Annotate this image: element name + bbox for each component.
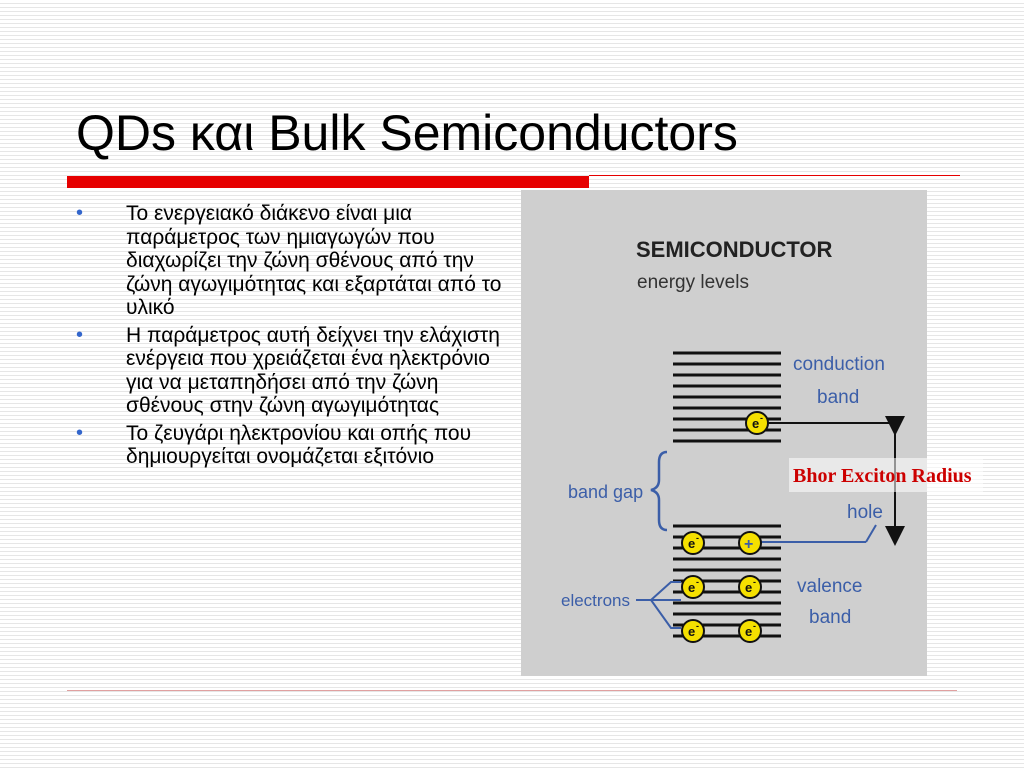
- valence-electron: [682, 576, 704, 598]
- bullet-icon: •: [76, 421, 84, 444]
- figure-subheading: energy levels: [637, 272, 749, 293]
- electron-symbol: e: [688, 624, 696, 639]
- semiconductor-figure: [521, 190, 991, 676]
- hole-particle: [739, 532, 761, 554]
- band-gap-label: band gap: [568, 482, 644, 502]
- bullet-text: Η παράμετρος αυτή δείχνει την ελάχιστη ενέργεια που χρειάζεται ένα ηλεκτρόνιο για να μεταπηδήσει από την ζώνη σθένους στην ζώνη αγωγιμότητας: [126, 323, 500, 417]
- electron-charge: -: [753, 621, 756, 631]
- bhor-exciton-label: Bhor Exciton Radius: [793, 465, 972, 487]
- valence-electron: [739, 620, 761, 642]
- electron-symbol: e: [752, 416, 760, 431]
- band-gap-brace: [651, 452, 667, 530]
- electron-symbol: e: [745, 580, 753, 595]
- valence-electron: [682, 532, 704, 554]
- figure-heading: SEMICONDUCTOR: [636, 237, 833, 262]
- bullet-text: Το ενεργειακό διάκενο είναι μια παράμετρος των ημιαγωγών που διαχωρίζει την ζώνη σθένους από την ζώνη αγωγιμότητας και εξαρτάται από το υλικό: [126, 202, 502, 319]
- hole-label: hole: [847, 502, 883, 523]
- title-underline: [67, 176, 589, 188]
- electrons-pointers: [636, 582, 681, 628]
- conduction-electron: [746, 412, 768, 434]
- valence-label-line2: band: [809, 607, 852, 628]
- conduction-label-line1: conduction: [793, 354, 885, 375]
- valence-label-line1: valence: [797, 576, 863, 597]
- bullet-item: [72, 202, 502, 320]
- conduction-label-line2: band: [817, 387, 860, 408]
- energy-level-diagram: [521, 190, 991, 676]
- hole-symbol: +: [744, 536, 754, 553]
- bullet-list: [72, 202, 502, 473]
- footer-rule: [67, 690, 957, 691]
- valence-electron: [682, 620, 704, 642]
- slide-title: QDs και Bulk Semiconductors: [76, 105, 738, 161]
- electron-charge: -: [696, 577, 699, 587]
- bullet-icon: •: [76, 202, 84, 224]
- title-underline-thin: [589, 175, 960, 176]
- electron-charge: -: [696, 621, 699, 631]
- bullet-item: [72, 422, 502, 469]
- electrons-label: electrons: [561, 591, 630, 610]
- valence-electron: [739, 576, 761, 598]
- electron-charge: -: [760, 413, 763, 423]
- bullet-item: [72, 324, 502, 418]
- hole-connector-tip: [866, 525, 876, 542]
- electron-symbol: e: [745, 624, 753, 639]
- bullet-text: Το ζευγάρι ηλεκτρονίου και οπής που δημιουργείται ονομάζεται εξιτόνιο: [126, 421, 472, 468]
- electron-charge: -: [753, 577, 756, 587]
- electron-symbol: e: [688, 536, 696, 551]
- electron-symbol: e: [688, 580, 696, 595]
- electron-charge: -: [696, 533, 699, 543]
- bullet-icon: •: [76, 323, 84, 346]
